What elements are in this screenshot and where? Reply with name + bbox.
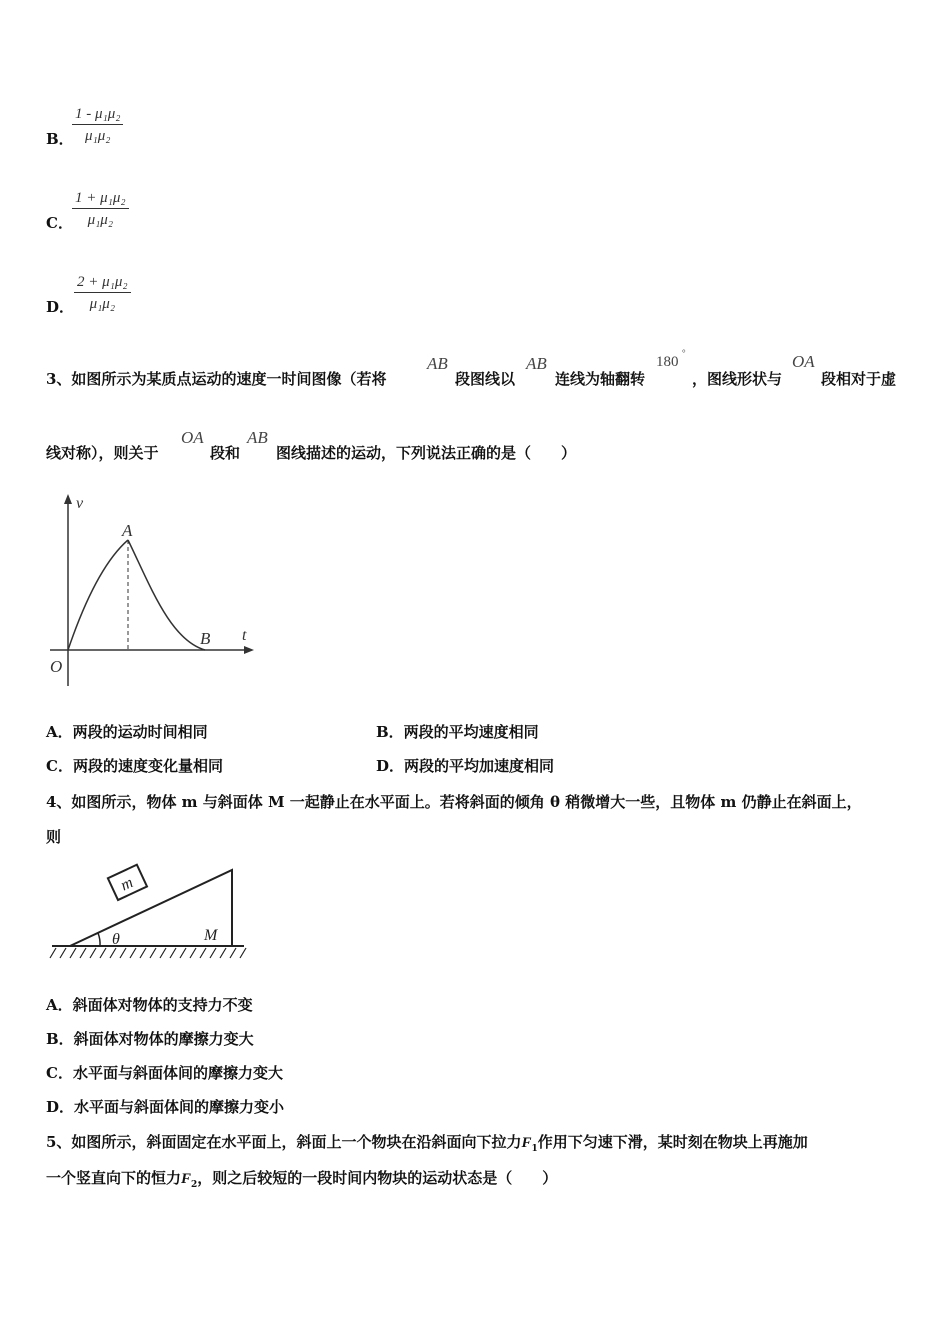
option-label: C． xyxy=(46,214,73,232)
q5-text: 一个竖直向下的恒力 xyxy=(46,1169,182,1187)
fraction-denominator: μ₁μ₂ xyxy=(89,296,116,312)
math-ab: AB xyxy=(247,428,268,447)
q4-text: 4、如图所示，物体 m 与斜面体 M 一起静止在水平面上。若将斜面的倾角 θ 稍微增大一些，且物体 m 仍静止在斜面上， xyxy=(46,793,862,811)
q3-text: ，图线形状与 xyxy=(692,370,783,388)
label-b: B xyxy=(200,629,211,648)
q5-line-1 xyxy=(46,1131,808,1154)
symbol-f: F xyxy=(521,1135,532,1151)
label-theta: θ xyxy=(112,931,120,948)
label-t: t xyxy=(242,627,247,644)
fraction xyxy=(72,104,123,147)
q3-option-a[interactable]: A．两段的运动时间相同 xyxy=(46,723,208,741)
label-a: A xyxy=(122,521,133,540)
option-label: B． xyxy=(46,130,74,148)
angle-arc xyxy=(98,933,100,946)
math-oa: OA xyxy=(792,352,815,371)
ground-hatching xyxy=(50,948,246,958)
math-degree: ° xyxy=(682,348,686,358)
math-ab: AB xyxy=(526,354,547,373)
label-v: v xyxy=(76,495,84,512)
label-M: M xyxy=(204,927,218,944)
fraction-numerator: 1 - μ₁μ₂ xyxy=(72,104,123,125)
fraction-numerator: 2 + μ₁μ₂ xyxy=(74,272,131,293)
curve-ab xyxy=(128,540,205,650)
v-axis-arrow xyxy=(64,494,72,504)
math-ab: AB xyxy=(427,354,448,373)
fraction-denominator: μ₁μ₂ xyxy=(84,128,111,144)
q5-text: ，则之后较短的一段时间内物块的运动状态是（ ） xyxy=(197,1169,558,1187)
subscript-2: 2 xyxy=(191,1180,198,1190)
label-o: O xyxy=(50,657,63,676)
q3-text: 段和 xyxy=(210,444,241,462)
q3-text: 图线描述的运动，下列说法正确的是（ ） xyxy=(276,444,577,462)
fraction xyxy=(72,188,129,231)
q3-option-c[interactable]: C．两段的速度变化量相同 xyxy=(46,757,223,775)
block-m xyxy=(108,865,147,900)
q3-text: 线对称），则关于 xyxy=(46,444,159,462)
q3-option-d[interactable]: D．两段的平均加速度相同 xyxy=(376,757,555,775)
math-oa: OA xyxy=(181,428,204,447)
option-label: D． xyxy=(46,298,75,316)
q3-text: 连线为轴翻转 xyxy=(555,370,646,388)
q5-line-2 xyxy=(46,1167,557,1190)
q5-text: 作用下匀速下滑，某时刻在物块上再施加 xyxy=(537,1133,808,1151)
q4-option-a[interactable]: A．斜面体对物体的支持力不变 xyxy=(46,996,253,1014)
fraction xyxy=(74,272,131,315)
fraction-denominator: μ₁μ₂ xyxy=(87,212,114,228)
symbol-f: F xyxy=(181,1171,192,1187)
q4-option-c[interactable]: C．水平面与斜面体间的摩擦力变大 xyxy=(46,1064,283,1082)
q3-text: 段图线以 xyxy=(455,370,516,388)
velocity-time-graph xyxy=(40,490,270,700)
subscript-1: 1 xyxy=(531,1144,538,1154)
curve-oa xyxy=(68,540,128,650)
fraction-numerator: 1 + μ₁μ₂ xyxy=(72,188,129,209)
q5-text: 5、如图所示，斜面固定在水平面上，斜面上一个物块在沿斜面向下拉力 xyxy=(46,1133,522,1151)
q4-option-d[interactable]: D．水平面与斜面体间的摩擦力变小 xyxy=(46,1098,285,1116)
incline-figure xyxy=(48,860,248,968)
q4-text: 则 xyxy=(46,828,62,846)
label-m: m xyxy=(118,874,136,895)
t-axis-arrow xyxy=(244,646,254,654)
math-180: 180 xyxy=(656,354,679,370)
q3-option-b[interactable]: B．两段的平均速度相同 xyxy=(376,723,539,741)
q4-option-b[interactable]: B．斜面体对物体的摩擦力变大 xyxy=(46,1030,254,1048)
q3-text: 3、如图所示为某质点运动的速度一时间图像（若将 xyxy=(46,370,387,388)
q3-text: 段相对于虚 xyxy=(821,370,897,388)
